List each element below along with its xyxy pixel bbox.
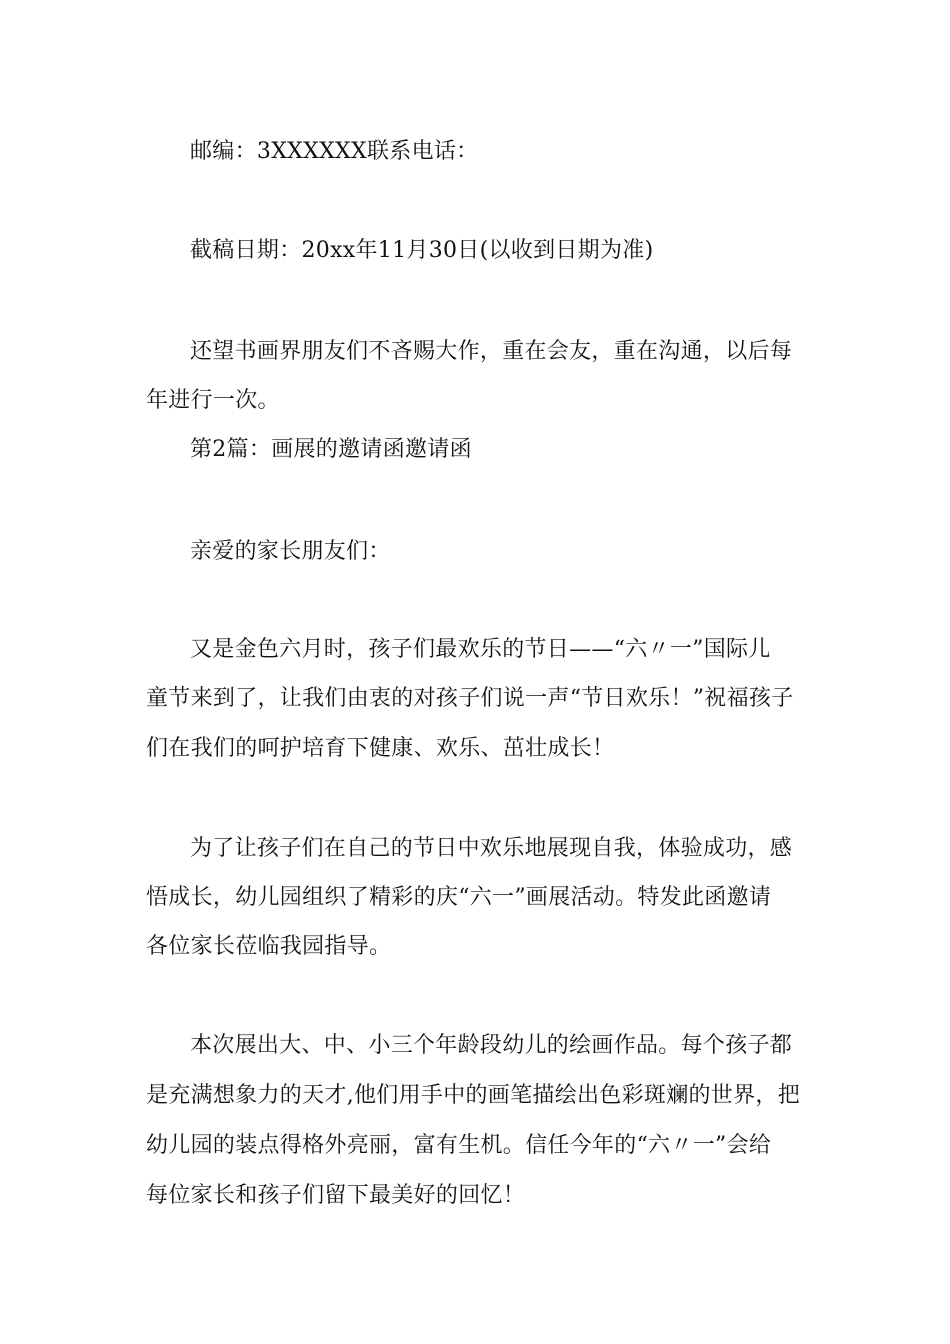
paragraph-line: 又是金色六月时，孩子们最欢乐的节日——“六〃一”国际儿 — [190, 637, 771, 662]
paragraph-line: 年进行一次。 — [146, 388, 280, 413]
paragraph-line: 各位家长莅临我园指导。 — [146, 934, 392, 959]
paragraph-line: 还望书画界朋友们不吝赐大作，重在会友，重在沟通，以后每 — [190, 339, 793, 364]
paragraph-line: 悟成长，幼儿园组织了精彩的庆“六一”画展活动。特发此函邀请 — [146, 885, 772, 910]
postal-code-line: 邮编：3XXXXXX联系电话： — [190, 139, 479, 164]
paragraph-line: 们在我们的呵护培育下健康、欢乐、茁壮成长！ — [146, 736, 615, 761]
salutation-line: 亲爱的家长朋友们： — [190, 539, 391, 564]
paragraph-line: 是充满想象力的天才,他们用手中的画笔描绘出色彩斑斓的世界，把 — [146, 1083, 800, 1108]
paragraph-line: 为了让孩子们在自己的节日中欢乐地展现自我，体验成功，感 — [190, 836, 793, 861]
paragraph-line: 幼儿园的装点得格外亮丽，富有生机。信任今年的“六〃一”会给 — [146, 1133, 772, 1158]
paragraph-line: 每位家长和孩子们留下最美好的回忆！ — [146, 1183, 526, 1208]
paragraph-line: 童节来到了，让我们由衷的对孩子们说一声“节日欢乐！”祝福孩子 — [146, 686, 794, 711]
section-heading: 第2篇：画展的邀请函邀请函 — [190, 437, 472, 462]
paragraph-line: 本次展出大、中、小三个年龄段幼儿的绘画作品。每个孩子都 — [190, 1033, 793, 1058]
deadline-line: 截稿日期：20xx年11月30日(以收到日期为准) — [190, 238, 654, 263]
